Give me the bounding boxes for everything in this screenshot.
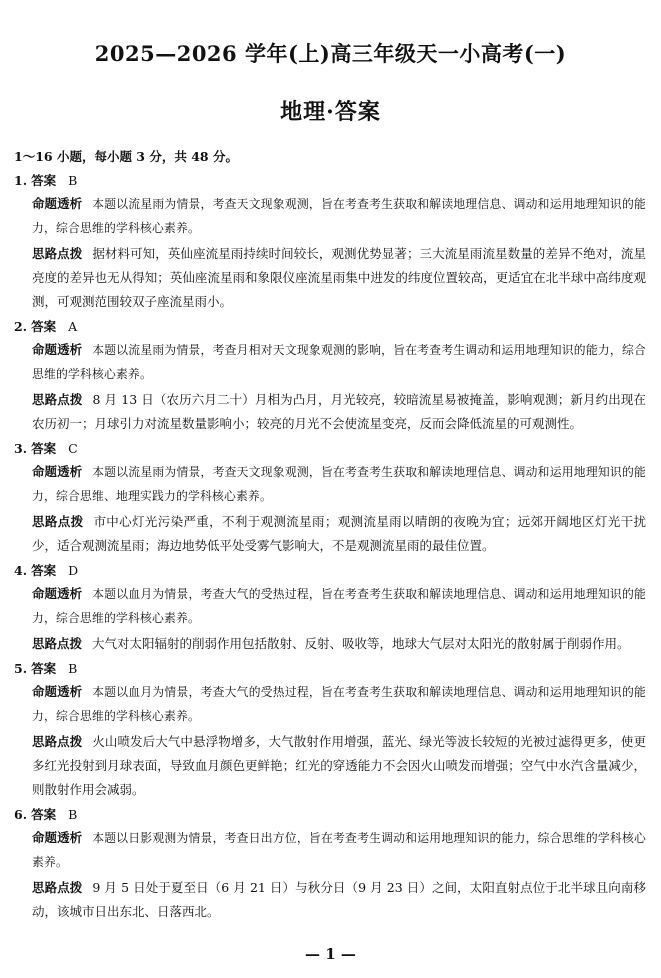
question-answer-line bbox=[14, 804, 646, 826]
question-block bbox=[14, 316, 646, 436]
analysis-label: 命题透析 bbox=[32, 586, 83, 601]
analysis-label: 命题透析 bbox=[32, 830, 83, 845]
analysis-text: 本题以流星雨为情景，考查天文现象观测，旨在考查考生获取和解读地理信息、调动和运用地理知识的能力，综合思维、地理实践力的学科核心素养。 bbox=[32, 465, 646, 503]
analysis-label: 命题透析 bbox=[32, 196, 83, 211]
question-answer-line bbox=[14, 170, 646, 192]
analysis-text: 本题以血月为情景，考查大气的受热过程，旨在考查考生获取和解读地理信息、调动和运用地理知识的能力，综合思维的学科核心素养。 bbox=[32, 587, 646, 625]
hint-label: 思路点拨 bbox=[32, 636, 83, 651]
question-answer-line bbox=[14, 658, 646, 680]
question-number: 5. bbox=[14, 661, 28, 676]
hint-text: 8 月 13 日（农历六月二十）月相为凸月，月光较亮，较暗流星易被掩盖，影响观测；新月约出现在农历初一；月球引力对流星数量影响小；较亮的月光不会使流星变亮，反而会降低流星的可观测性。 bbox=[32, 392, 646, 431]
hint-paragraph bbox=[14, 876, 646, 924]
subject-title: 地理·答案 bbox=[280, 99, 381, 125]
hint-label: 思路点拨 bbox=[32, 246, 83, 261]
question-number: 4. bbox=[14, 563, 28, 578]
hint-label: 思路点拨 bbox=[32, 514, 84, 529]
analysis-paragraph bbox=[14, 192, 646, 240]
hint-paragraph bbox=[14, 632, 646, 656]
analysis-text: 本题以流星雨为情景，考查天文现象观测，旨在考查考生获取和解读地理信息、调动和运用地理知识的能力，综合思维的学科核心素养。 bbox=[32, 197, 646, 235]
question-block bbox=[14, 438, 646, 558]
analysis-text: 本题以日影观测为情景，考查日出方位，旨在考查考生调动和运用地理知识的能力，综合思维的学科核心素养。 bbox=[32, 831, 646, 869]
answer-choice: B bbox=[68, 661, 78, 676]
question-answer-line bbox=[14, 438, 646, 460]
answer-label: 答案 bbox=[31, 661, 57, 676]
exam-title: 2025—2026 学年(上)高三年级天一小高考(一) bbox=[94, 41, 567, 66]
page-number: — 1 — bbox=[305, 945, 356, 963]
analysis-paragraph bbox=[14, 582, 646, 630]
hint-text: 据材料可知，英仙座流星雨持续时间较长，观测优势显著；三大流星雨流星数量的差异不绝对，流星亮度的差异也无从得知；英仙座流星雨和象限仪座流星雨集中进发的纬度位置较高，更适宜在北半球中高纬度观测，可观测范围较双子座流星雨小。 bbox=[32, 246, 646, 309]
analysis-paragraph bbox=[14, 826, 646, 874]
hint-text: 火山喷发后大气中悬浮物增多，大气散射作用增强，蓝光、绿光等波长较短的光被过滤得更多，使更多红光投射到月球表面，导致血月颜色更鲜艳；红光的穿透能力不会因火山喷发而增强；空气中水汽含量减少，则散射作用会减弱。 bbox=[32, 734, 646, 797]
hint-paragraph bbox=[14, 730, 646, 802]
analysis-paragraph bbox=[14, 338, 646, 386]
analysis-label: 命题透析 bbox=[32, 342, 83, 357]
question-number: 1. bbox=[14, 173, 28, 188]
question-block bbox=[14, 804, 646, 924]
question-block bbox=[14, 658, 646, 802]
answer-choice: B bbox=[68, 807, 78, 822]
analysis-paragraph bbox=[14, 680, 646, 728]
answer-label: 答案 bbox=[31, 807, 57, 822]
hint-paragraph bbox=[14, 388, 646, 436]
hint-text: 大气对太阳辐射的削弱作用包括散射、反射、吸收等，地球大气层对太阳光的散射属于削弱作用。 bbox=[92, 636, 630, 651]
question-answer-line bbox=[14, 560, 646, 582]
analysis-paragraph bbox=[14, 460, 646, 508]
answer-choice: D bbox=[68, 563, 79, 578]
question-list bbox=[14, 170, 646, 924]
hint-paragraph bbox=[14, 242, 646, 314]
question-block bbox=[14, 560, 646, 656]
hint-text: 市中心灯光污染严重，不利于观测流星雨；观测流星雨以晴朗的夜晚为宜；远郊开阔地区灯光干扰少，适合观测流星雨；海边地势低平处受雾气影响大，不是观测流星雨的最佳位置。 bbox=[32, 514, 646, 553]
answer-label: 答案 bbox=[31, 319, 57, 334]
answer-choice: A bbox=[68, 319, 78, 334]
hint-label: 思路点拨 bbox=[32, 880, 83, 895]
analysis-text: 本题以流星雨为情景，考查月相对天文现象观测的影响，旨在考查考生调动和运用地理知识的能力，综合思维的学科核心素养。 bbox=[32, 343, 646, 381]
hint-label: 思路点拨 bbox=[32, 392, 83, 407]
question-number: 2. bbox=[14, 319, 28, 334]
hint-text: 9 月 5 日处于夏至日（6 月 21 日）与秋分日（9 月 23 日）之间，太阳直射点位于北半球且向南移动，该城市日出东北、日落西北。 bbox=[32, 880, 646, 919]
question-number: 3. bbox=[14, 441, 28, 456]
hint-label: 思路点拨 bbox=[32, 734, 83, 749]
answer-label: 答案 bbox=[31, 563, 57, 578]
analysis-label: 命题透析 bbox=[32, 684, 83, 699]
question-answer-line bbox=[14, 316, 646, 338]
answer-choice: B bbox=[68, 173, 78, 188]
question-block bbox=[14, 170, 646, 314]
answer-choice: C bbox=[68, 441, 78, 456]
answer-label: 答案 bbox=[31, 173, 57, 188]
question-number: 6. bbox=[14, 807, 28, 822]
analysis-label: 命题透析 bbox=[32, 464, 83, 479]
answer-content bbox=[14, 146, 646, 926]
hint-paragraph bbox=[14, 510, 646, 558]
analysis-text: 本题以血月为情景，考查大气的受热过程，旨在考查考生获取和解读地理信息、调动和运用地理知识的能力，综合思维的学科核心素养。 bbox=[32, 685, 646, 723]
answer-label: 答案 bbox=[31, 441, 57, 456]
section-summary: 1～16 小题，每小题 3 分，共 48 分。 bbox=[14, 149, 238, 164]
